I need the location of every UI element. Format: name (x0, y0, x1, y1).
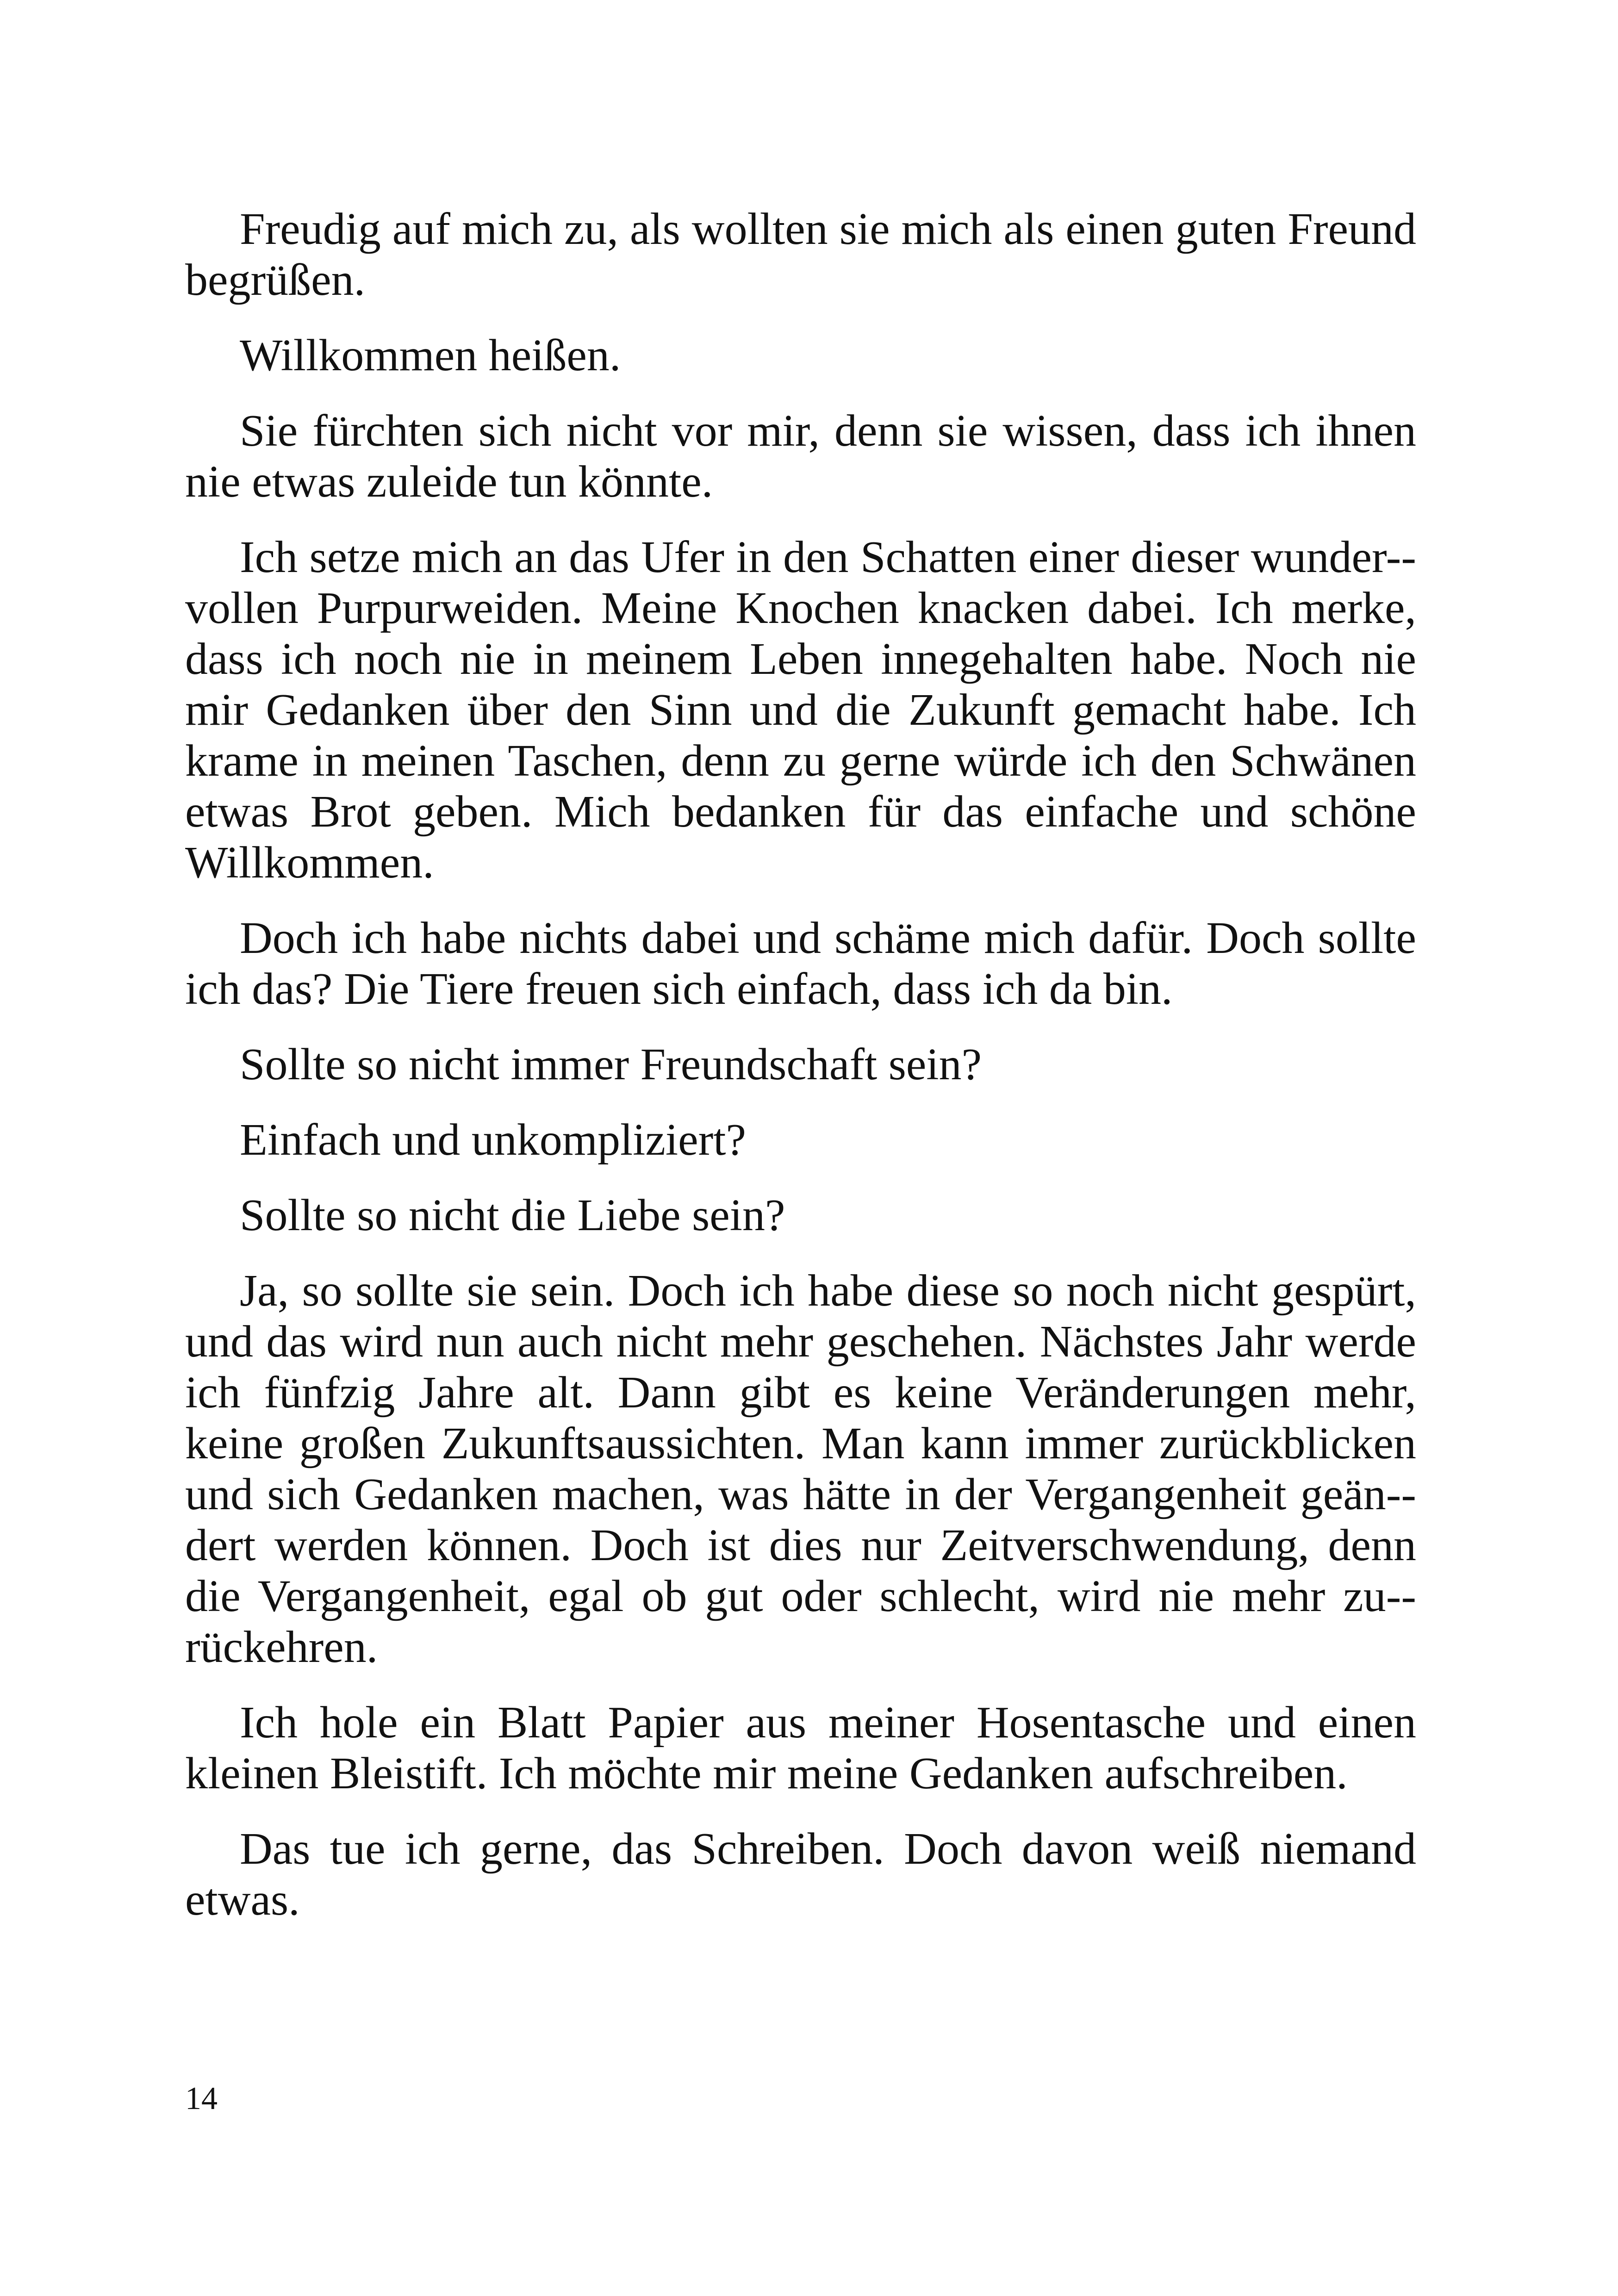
body-text (185, 204, 1416, 1950)
paragraph: Sollte so nicht immer Freundschaft sein? (240, 1039, 982, 1089)
paragraph: Sie fürchten sich nicht vor mir, denn sie wissen, dass ich ihnen nie etwas zuleide tun könnte. (185, 406, 1416, 507)
paragraph: Ich setze mich an das Ufer in den Schatten einer dieser wunder-vollen Purpurweiden. Meine Knochen knacken dabei. Ich merke, dass ich noch nie in meinem Leben innegehalten habe. Noch nie mir Gedanken über den Sinn und die Zukunft gemacht habe. Ich krame in meinen Taschen, denn zu gerne würde ich den Schwänen etwas Brot geben. Mich bedanken für das einfache und schöne Willkommen. (185, 532, 1416, 888)
paragraph: Ich hole ein Blatt Papier aus meiner Hosentasche und einen kleinen Bleistift. Ich möchte mir meine Gedanken aufschreiben. (185, 1698, 1416, 1798)
paragraph: Freudig auf mich zu, als wollten sie mich als einen guten Freund begrüßen. (185, 204, 1416, 305)
paragraph: Willkommen heißen. (240, 330, 621, 380)
paragraph: Sollte so nicht die Liebe sein? (240, 1190, 785, 1240)
paragraph: Das tue ich gerne, das Schreiben. Doch davon weiß niemand etwas. (185, 1824, 1416, 1925)
page-number: 14 (185, 2081, 218, 2116)
paragraph: Ja, so sollte sie sein. Doch ich habe diese so noch nicht gespürt, und das wird nun auch nicht mehr geschehen. Nächstes Jahr werde ich fünfzig Jahre alt. Dann gibt es keine Veränderungen mehr, keine großen Zukunftsaussichten. Man kann immer zurückblicken und sich Gedanken machen, was hätte in der Vergangenheit geän-dert werden können. Doch ist dies nur Zeitverschwendung, denn die Vergangenheit, egal ob gut oder schlecht, wird nie mehr zu-rückehren. (185, 1266, 1416, 1672)
paragraph: Einfach und unkompliziert? (240, 1115, 746, 1165)
paragraph: Doch ich habe nichts dabei und schäme mich dafür. Doch sollte ich das? Die Tiere freuen sich einfach, dass ich da bin. (185, 913, 1416, 1014)
